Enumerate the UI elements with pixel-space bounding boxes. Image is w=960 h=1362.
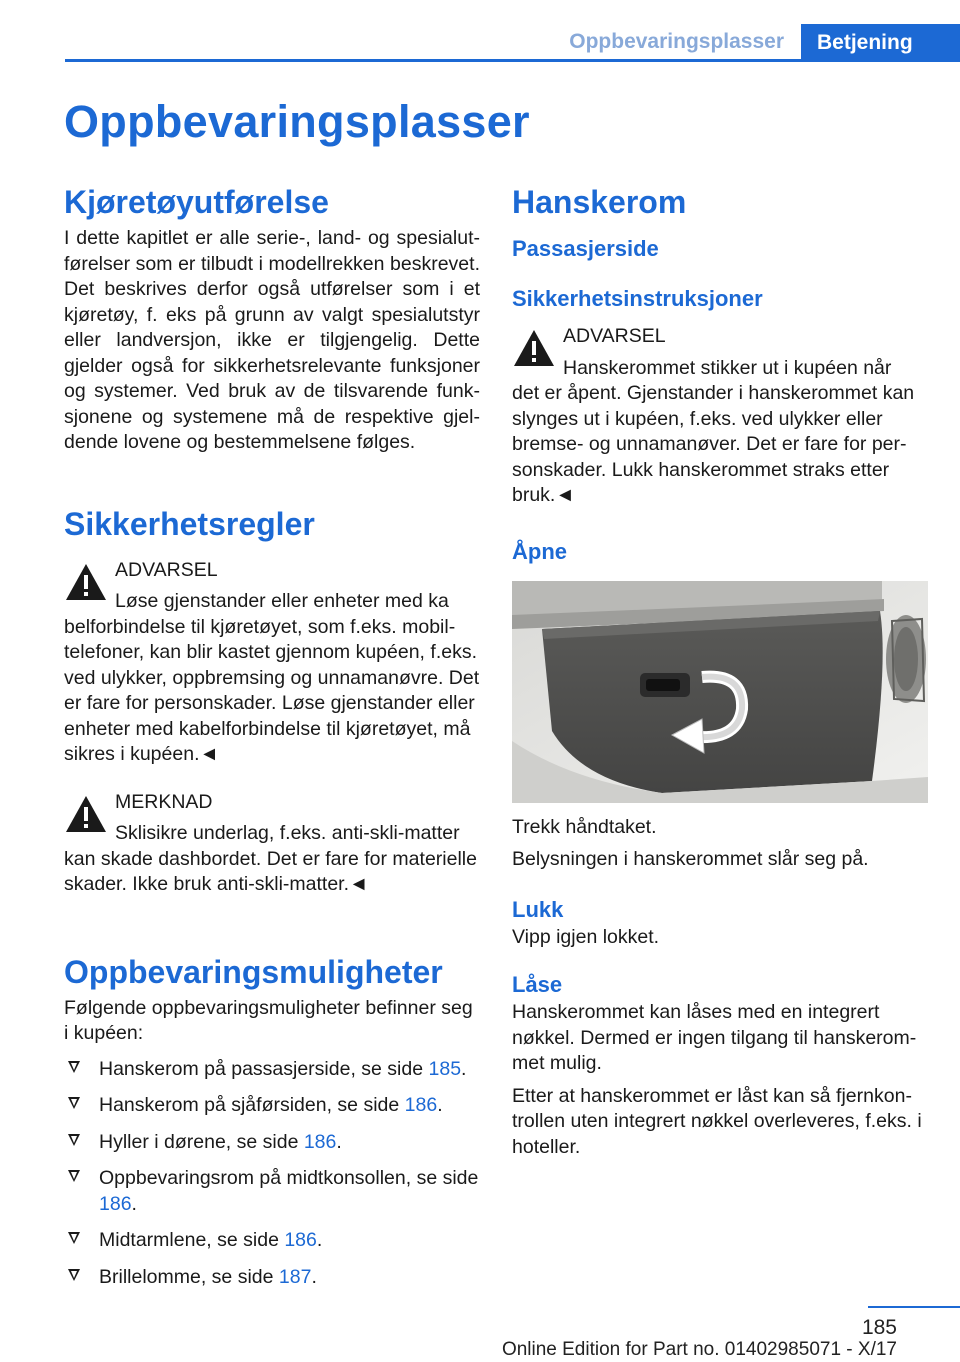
list-item: Hanskerom på passasjerside, se side 185. xyxy=(64,1057,480,1083)
page-number: 185 xyxy=(861,1316,897,1339)
footer-rule xyxy=(868,1306,960,1308)
warning-label: ADVARSEL xyxy=(115,558,218,581)
page-link[interactable]: 185 xyxy=(428,1057,462,1080)
note-label: MERKNAD xyxy=(115,790,213,813)
vehicle-heading: Kjøretøyutførelse xyxy=(64,184,329,220)
bullet-triangle-icon xyxy=(68,1061,80,1073)
bullet-triangle-icon xyxy=(68,1097,80,1109)
header-chapter-tab: Betjening xyxy=(801,24,960,62)
list-item: Brillelomme, se side 187. xyxy=(64,1265,480,1291)
header-section-title: Oppbevaringsplasser xyxy=(569,30,784,53)
page-link[interactable]: 186 xyxy=(404,1094,438,1116)
glovebox-heading: Hanskerom xyxy=(512,184,687,220)
left-column xyxy=(64,180,480,1301)
warning-text-first: Hanskerommet stikker ut i kupéen når xyxy=(563,356,892,379)
page-link[interactable]: 186 xyxy=(303,1130,337,1153)
passenger-side-heading: Passasjerside xyxy=(512,236,659,261)
glovebox-photo xyxy=(512,581,928,803)
edition-note: Online Edition for Part no. 01402985071 - X/17 xyxy=(501,1339,897,1360)
bullet-triangle-icon xyxy=(68,1170,80,1182)
lock-text-1: Hanskerommet kan låses med en integrert nøkkel. Dermed er ingen tilgang til hanskerommet mulig. xyxy=(512,1001,917,1074)
list-item: Midtarmlene, se side 186. xyxy=(64,1228,480,1254)
close-heading: Lukk xyxy=(512,896,564,922)
list-item: Hyller i dørene, se side 186. xyxy=(64,1130,480,1156)
note-text: kan skade dashbordet. Det er fare for materielle skader. Ikke bruk anti-skli-matter.◄ xyxy=(64,847,477,895)
bullet-triangle-icon xyxy=(68,1232,80,1244)
page-link[interactable]: 186 xyxy=(284,1229,317,1251)
open-heading: Åpne xyxy=(512,538,567,564)
page-link[interactable]: 187 xyxy=(278,1265,312,1288)
safety-instructions-heading: Sikkerhetsinstruksjoner xyxy=(512,286,763,311)
storage-options-list xyxy=(64,1057,480,1291)
page-link[interactable]: 186 xyxy=(99,1192,132,1215)
close-text: Vipp igjen lokket. xyxy=(512,925,660,948)
bullet-triangle-icon xyxy=(68,1269,80,1281)
safety-heading: Sikkerhetsregler xyxy=(64,505,315,542)
warning-text-first: Løse gjenstander eller enheter med ka xyxy=(115,590,449,612)
right-column xyxy=(512,180,928,1160)
note-text-first: Sklisikre underlag, f.eks. anti-skli-matter xyxy=(115,822,460,844)
page-title: Oppbevaringsplasser xyxy=(64,96,530,147)
warning-block xyxy=(512,324,928,509)
warning-text: belforbindelse til kjøretøyet, som f.eks. mobiltelefoner, kan blir kastet gjennom kupéen, f.eks. ved ulykker, oppbremsing og unnamanøvre. Det er fare for personskader. Løse gjenstander eller enheter med kabelforbindelse til kjøretøyet, må sikres i kupéen.◄ xyxy=(64,615,480,765)
warning-label: ADVARSEL xyxy=(563,325,666,347)
list-item: Oppbevaringsrom på midtkonsollen, se side 186. xyxy=(64,1166,480,1217)
warning-text: det er åpent. Gjenstander i hanskerommet kan slynges ut i kupéen, f.eks. ved ulykker eller bremse- og unnamanøver. Det er fare for personskader. Lukk hanskerommet straks etter bruk.◄ xyxy=(512,382,915,506)
options-heading: Oppbevaringsmuligheter xyxy=(64,953,443,990)
glovebox-illustration xyxy=(512,581,928,803)
options-intro: Følgende oppbevaringsmuligheter befinner seg i kupéen: xyxy=(64,996,473,1044)
warning-triangle-icon xyxy=(64,794,108,834)
note-block xyxy=(64,790,480,898)
open-step-2: Belysningen i hanskerommet slår seg på. xyxy=(512,848,869,870)
lock-text-2: Etter at hanskerommet er låst kan så fjernkontrollen uten integrert nøkkel overleveres, f.eks. i hoteller. xyxy=(512,1084,922,1158)
warning-triangle-icon xyxy=(64,562,108,602)
page-header xyxy=(65,24,960,62)
list-item: Hanskerom på sjåførsiden, se side 186. xyxy=(64,1093,480,1119)
lock-heading: Låse xyxy=(512,972,563,997)
vehicle-text: I dette kapitlet er alle serie-, land- og spesialutførelser som er tilbudt i modellrekken beskrevet. Det beskrives derfor også utførelser som i et kjøretøy, f. eks på grunn av valgt spesialutstyr eller landversjon, ikke er tilgjengelig. Dette gjelder også for sikkerhetsrelevante funksjoner og systemer. Ved bruk av de tilsvarende funksjonene og systemene må de respektive gjeldende lovene og bestemmelsene følges. xyxy=(64,227,480,453)
warning-triangle-icon xyxy=(512,328,556,368)
warning-block xyxy=(64,558,480,768)
bullet-triangle-icon xyxy=(68,1134,80,1146)
open-step-1: Trekk håndtaket. xyxy=(512,815,657,838)
